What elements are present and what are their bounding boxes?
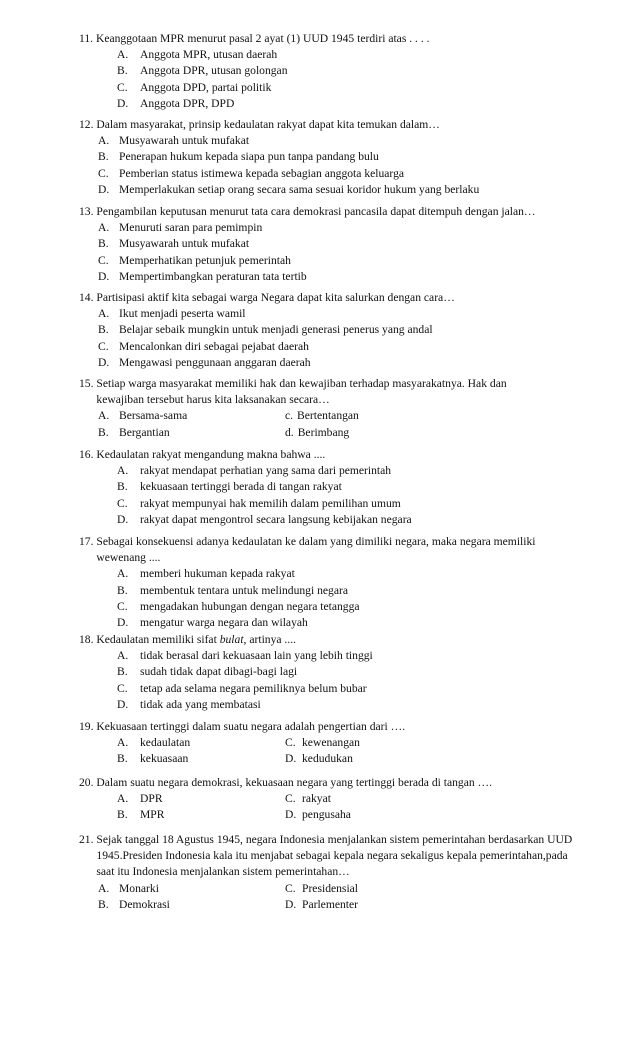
option-text: membentuk tentara untuk melindungi negara: [140, 583, 348, 597]
option-c: [285, 881, 358, 897]
option-text: Ikut menjadi peserta wamil: [119, 307, 246, 321]
option-row: [79, 881, 579, 897]
option-b: [98, 897, 285, 913]
question-number: 15.: [79, 377, 97, 390]
option-b: [117, 807, 285, 823]
option-row: [79, 751, 579, 767]
option-letter: C.: [98, 339, 109, 353]
option-text: memberi hukuman kepada rakyat: [140, 567, 295, 581]
option-text: kekuasaan: [140, 752, 189, 766]
option-text: Musyawarah untuk mufakat: [119, 134, 250, 148]
option-row: [79, 897, 579, 913]
question-text: Sebagai konsekuensi adanya kedaulatan ke dalam yang dimiliki negara, maka negara memiliki wewenang ....: [96, 535, 536, 565]
option-letter: C.: [285, 736, 296, 750]
option-letter: B.: [98, 897, 109, 911]
option-letter: D.: [117, 697, 129, 711]
option-text: Anggota MPR, utusan daerah: [140, 48, 278, 62]
option-d: [79, 697, 579, 713]
option-row: [79, 807, 579, 823]
option-letter: A.: [117, 48, 129, 62]
option-text: Memperhatikan petunjuk pemerintah: [119, 253, 291, 267]
option-d: [79, 269, 579, 285]
option-b: [98, 425, 285, 441]
option-c: [79, 496, 579, 512]
option-letter: D.: [98, 269, 110, 283]
option-text: tidak berasal dari kekuasaan lain yang lebih tinggi: [140, 649, 373, 663]
option-text: kedudukan: [302, 752, 353, 766]
option-letter: A.: [98, 134, 110, 148]
option-text: Penerapan hukum kepada siapa pun tanpa pandang bulu: [119, 150, 379, 164]
option-d: [79, 615, 579, 631]
option-letter: D.: [98, 182, 110, 196]
question-number: 20.: [79, 776, 97, 789]
option-letter: D.: [98, 355, 110, 369]
option-text: rakyat mempunyai hak memilih dalam pemilihan umum: [140, 496, 401, 510]
option-text: kedaulatan: [140, 736, 191, 750]
option-letter: B.: [98, 237, 109, 251]
option-letter: d.: [285, 425, 294, 439]
option-b: [79, 583, 579, 599]
option-b: [79, 322, 579, 338]
option-text: Mencalonkan diri sebagai pejabat daerah: [119, 339, 309, 353]
option-letter: B.: [117, 808, 128, 822]
option-letter: D.: [117, 616, 129, 630]
option-text: Anggota DPD, partai politik: [140, 80, 272, 94]
option-text: tetap ada selama negara pemiliknya belum bubar: [140, 681, 367, 695]
option-letter: A.: [117, 649, 129, 663]
option-letter: C.: [117, 599, 128, 613]
option-text: rakyat dapat mengontrol secara langsung kebijakan negara: [140, 512, 412, 526]
question-15: [79, 376, 579, 441]
option-text: mengatur warga negara dan wilayah: [140, 616, 308, 630]
option-row: [79, 425, 579, 441]
question-19: [79, 719, 579, 768]
option-b: [117, 751, 285, 767]
option-text: DPR: [140, 792, 163, 806]
option-text: rakyat mendapat perhatian yang sama dari pemerintah: [140, 464, 392, 478]
option-row: [79, 408, 579, 424]
option-b: [79, 149, 579, 165]
option-text: mengadakan hubungan dengan negara tetangga: [140, 599, 360, 613]
option-text: Pemberian status istimewa kepada sebagian anggota keluarga: [119, 166, 405, 180]
option-c: [79, 599, 579, 615]
question-21: [79, 832, 579, 913]
question-16: [79, 447, 579, 528]
option-text: Bertentangan: [297, 409, 359, 423]
question-number: 17.: [79, 535, 97, 548]
option-a: [79, 47, 579, 63]
option-a: [98, 881, 285, 897]
option-a: [79, 306, 579, 322]
option-b: [79, 664, 579, 680]
question-11: [79, 31, 579, 112]
option-c: [79, 80, 579, 96]
option-letter: A.: [98, 409, 110, 423]
option-letter: D.: [285, 752, 297, 766]
option-letter: C.: [98, 166, 109, 180]
option-letter: A.: [98, 881, 110, 895]
option-letter: B.: [117, 583, 128, 597]
option-letter: A.: [117, 464, 129, 478]
option-letter: A.: [98, 307, 110, 321]
option-d: [79, 355, 579, 371]
option-letter: B.: [117, 64, 128, 78]
option-text: Berimbang: [297, 425, 350, 439]
question-text: Kedaulatan rakyat mengandung makna bahwa ....: [96, 448, 326, 461]
option-letter: C.: [117, 496, 128, 510]
question-12: [79, 117, 579, 198]
option-text: Memperlakukan setiap orang secara sama sesuai koridor hukum yang berlaku: [119, 182, 480, 196]
option-letter: C.: [98, 253, 109, 267]
option-a: [79, 566, 579, 582]
option-d: [285, 897, 358, 913]
option-a: [98, 408, 285, 424]
option-c: [79, 166, 579, 182]
option-letter: A.: [117, 567, 129, 581]
option-letter: D.: [285, 897, 297, 911]
option-text: Parlementer: [302, 897, 359, 911]
question-14: [79, 290, 579, 371]
option-letter: D.: [117, 512, 129, 526]
option-letter: B.: [117, 665, 128, 679]
option-b: [79, 479, 579, 495]
option-c: [79, 681, 579, 697]
option-letter: B.: [117, 752, 128, 766]
option-d: [285, 751, 353, 767]
question-number: 18.: [79, 633, 97, 646]
option-text: sudah tidak dapat dibagi-bagi lagi: [140, 665, 298, 679]
option-c: [285, 408, 359, 424]
question-number: 13.: [79, 205, 97, 218]
option-letter: C.: [285, 792, 296, 806]
option-a: [79, 463, 579, 479]
option-text: kekuasaan tertinggi berada di tangan rakyat: [140, 480, 342, 494]
option-a: [79, 648, 579, 664]
italic-term: bulat: [219, 633, 244, 646]
question-18: [79, 632, 579, 713]
question-text: Setiap warga masyarakat memiliki hak dan kewajiban terhadap masyarakatnya. Hak dan kewajiban tersebut harus kita laksanakan secara…: [96, 377, 507, 407]
question-number: 12.: [79, 118, 97, 131]
option-a: [117, 791, 285, 807]
option-letter: A.: [117, 736, 129, 750]
question-20: [79, 775, 579, 824]
question-text: Dalam masyarakat, prinsip kedaulatan rakyat dapat kita temukan dalam…: [96, 118, 440, 131]
option-text: rakyat: [302, 792, 331, 806]
option-c: [285, 791, 331, 807]
option-letter: A.: [98, 221, 110, 235]
option-a: [79, 220, 579, 236]
option-row: [79, 735, 579, 751]
option-text: Menuruti saran para pemimpin: [119, 221, 263, 235]
question-text: Partisipasi aktif kita sebagai warga Negara dapat kita salurkan dengan cara…: [96, 291, 455, 304]
option-d: [285, 807, 351, 823]
option-text: Mengawasi penggunaan anggaran daerah: [119, 355, 311, 369]
option-letter: B.: [117, 480, 128, 494]
option-letter: D.: [285, 808, 297, 822]
question-number: 19.: [79, 720, 97, 733]
option-a: [117, 735, 285, 751]
option-text: Presidensial: [302, 881, 359, 895]
question-number: 14.: [79, 291, 97, 304]
option-d: [79, 96, 579, 112]
question-13: [79, 204, 579, 285]
option-b: [79, 63, 579, 79]
option-d: [79, 182, 579, 198]
option-d: [285, 425, 349, 441]
option-b: [79, 236, 579, 252]
option-text: pengusaha: [302, 808, 351, 822]
option-text: Demokrasi: [119, 897, 170, 911]
option-letter: B.: [98, 323, 109, 337]
question-text: Pengambilan keputusan menurut tata cara demokrasi pancasila dapat ditempuh dengan jalan…: [96, 205, 536, 218]
option-text: Monarki: [119, 881, 159, 895]
option-letter: c.: [285, 409, 294, 423]
question-number: 11.: [79, 32, 96, 45]
option-text: tidak ada yang membatasi: [140, 697, 261, 711]
option-text: Anggota DPR, utusan golongan: [140, 64, 288, 78]
question-text: Kekuasaan tertinggi dalam suatu negara adalah pengertian dari ….: [96, 720, 406, 733]
option-text: Mempertimbangkan peraturan tata tertib: [119, 269, 307, 283]
option-letter: B.: [98, 150, 109, 164]
option-d: [79, 512, 579, 528]
option-text: Bersama-sama: [119, 409, 188, 423]
question-text: Sejak tanggal 18 Agustus 1945, negara Indonesia menjalankan sistem pemerintahan berdasarkan UUD 1945.Presiden Indonesia kala itu menjabat sebagai kepala negara sekaligus kepala pemerintahan,pada saat itu Indonesia menjalankan sistem pemerintahan…: [96, 833, 573, 879]
option-text: Bergantian: [119, 425, 170, 439]
option-row: [79, 791, 579, 807]
option-letter: C.: [285, 881, 296, 895]
option-text: kewenangan: [302, 736, 360, 750]
question-text: Dalam suatu negara demokrasi, kekuasaan negara yang tertinggi berada di tangan ….: [96, 776, 493, 789]
option-letter: D.: [117, 96, 129, 110]
option-text: Belajar sebaik mungkin untuk menjadi generasi penerus yang andal: [119, 323, 433, 337]
option-text: Anggota DPR, DPD: [140, 96, 235, 110]
question-number: 16.: [79, 448, 97, 461]
option-letter: A.: [117, 792, 129, 806]
option-text: Musyawarah untuk mufakat: [119, 237, 250, 251]
option-c: [79, 253, 579, 269]
option-letter: C.: [117, 80, 128, 94]
question-text: Kedaulatan memiliki sifat bulat, artinya ....: [96, 633, 297, 646]
option-letter: B.: [98, 425, 109, 439]
option-c: [79, 339, 579, 355]
option-letter: C.: [117, 681, 128, 695]
option-text: MPR: [140, 808, 165, 822]
option-c: [285, 735, 360, 751]
question-17: [79, 534, 579, 631]
option-a: [79, 133, 579, 149]
question-number: 21.: [79, 833, 97, 846]
question-text: Keanggotaan MPR menurut pasal 2 ayat (1) UUD 1945 terdiri atas . . . .: [95, 32, 430, 45]
